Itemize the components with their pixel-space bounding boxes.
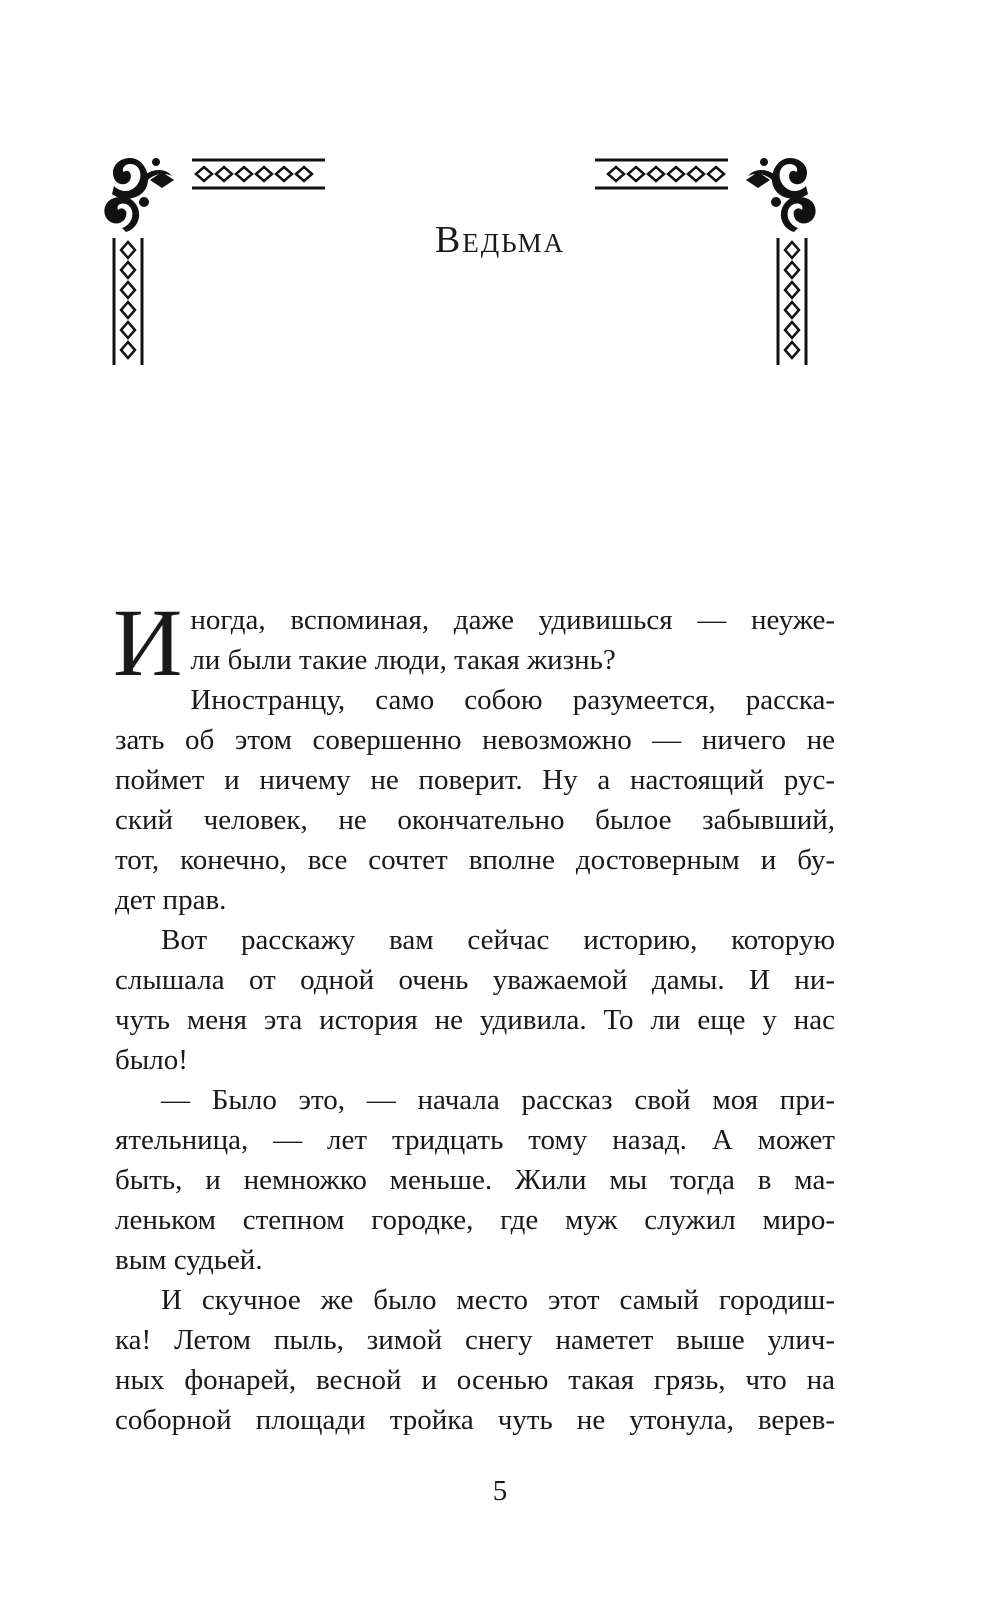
paragraph	[115, 920, 835, 1080]
body-text	[113, 589, 835, 1440]
text-line: И скучное же было место этот самый городиш-	[161, 1284, 835, 1316]
text-line: ли были такие люди, такая жизнь?	[190, 644, 616, 676]
text-line: ятельница, — лет тридцать тому назад. А может	[115, 1124, 835, 1156]
paragraph	[115, 680, 835, 920]
text-line: поймет и ничему не поверит. Ну а настоящий рус-	[115, 764, 835, 796]
text-line: быть, и немножко меньше. Жили мы тогда в ма-	[115, 1164, 835, 1196]
text-line: вым судьей.	[115, 1244, 263, 1276]
text-line: соборной площади тройка чуть не утонула, верев-	[115, 1404, 835, 1436]
text-line: дет прав.	[115, 884, 227, 916]
text-line: Иностранцу, само собою разумеется, расска-	[190, 684, 835, 716]
drop-cap: И	[113, 589, 183, 696]
text-line: ский человек, не окончательно былое забывший,	[115, 804, 835, 836]
text-line: ных фонарей, весной и осенью такая грязь, что на	[115, 1364, 835, 1396]
page-number: 5	[492, 1475, 508, 1507]
paragraph	[115, 1080, 835, 1280]
text-line: ка! Летом пыль, зимой снегу наметет выше улич-	[115, 1324, 835, 1356]
text-line: леньком степном городке, где муж служил миро-	[115, 1204, 835, 1236]
text-line: ногда, вспоминая, даже удивишься — неуже-	[190, 604, 835, 636]
corner-ornament-icon	[590, 150, 820, 375]
text-line: Вот расскажу вам сейчас историю, которую	[161, 924, 835, 956]
text-line: тот, конечно, все сочтет вполне достоверным и бу-	[115, 844, 835, 876]
text-line: слышала от одной очень уважаемой дамы. И ни-	[115, 964, 835, 996]
paragraph	[115, 1280, 835, 1440]
text-line: чуть меня эта история не удивила. То ли еще у нас	[115, 1004, 835, 1036]
text-line: зать об этом совершенно невозможно — ничего не	[115, 724, 835, 756]
chapter-title: Ведьма	[434, 219, 566, 261]
text-line: было!	[115, 1044, 188, 1076]
text-line: — Было это, — начала рассказ свой моя при-	[161, 1084, 835, 1116]
paragraph	[113, 589, 835, 696]
corner-ornament-icon	[100, 150, 330, 375]
